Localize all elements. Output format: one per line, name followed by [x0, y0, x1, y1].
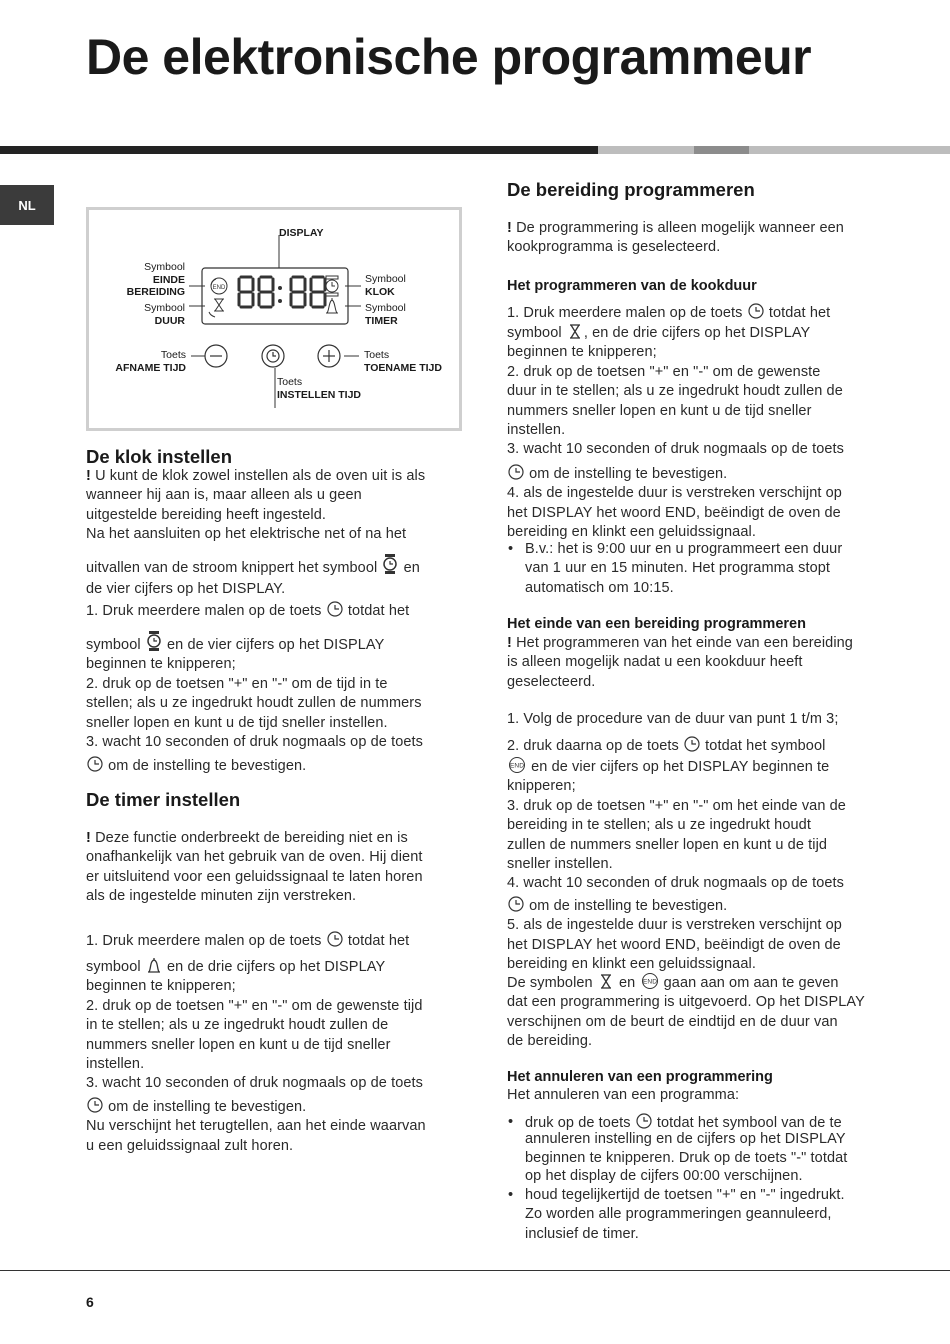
klok-step-1: 1. Druk meerdere malen op de toets totdat het — [86, 600, 466, 622]
set-key-icon — [507, 463, 525, 481]
end-symbol-icon — [640, 972, 660, 990]
bullet: • — [508, 1114, 514, 1130]
header-bar-light — [598, 146, 694, 154]
annuleren-bullet-1: druk op de toets totdat het symbool van de te — [525, 1112, 895, 1133]
clock-symbol-icon — [381, 553, 399, 575]
clock-symbol-icon — [145, 630, 163, 652]
symbolen-text: De symbolen en gaan aan om aan te geven dat een programmering is uitgevoerd. Op het DISPLAY verschijnen om de beurt de eindtijd en de duur van de bereiding. — [507, 972, 897, 1052]
page-number: 6 — [86, 1294, 94, 1310]
klok-step-1b: symbool en de vier cijfers op het DISPLAY beginnen te knipperen; 2. druk op de toetsen "+" en "-" om de tijd in te stellen; als u ze ingedrukt houdt zullen de nummers sneller lopen en kunt u de tijd sneller instellen. 3. wacht 10 seconden of druk nogmaals op de toets — [86, 630, 466, 752]
set-key-icon — [507, 895, 525, 913]
clock-symbol-label: Symbool KLOK — [365, 273, 406, 298]
end-symbol-label: Symbool EINDE BEREIDING — [126, 261, 185, 298]
set-key-icon — [86, 1096, 104, 1114]
colon-dot — [278, 299, 282, 303]
annuleren-bullet-1b: annuleren instelling en de cijfers op het DISPLAY beginnen te knipperen. Druk op de toets "-" totdat op het display de cijfers 00:00 verschijnen. — [525, 1131, 848, 1185]
set-key-icon — [326, 600, 344, 618]
display-digits — [239, 277, 325, 307]
einde-intro: ! Het programmeren van het einde van een bereiding is alleen mogelijk nadat u een kookduur heeft geselecteerd. — [507, 635, 853, 690]
set-key-icon — [86, 755, 104, 773]
set-key-icon — [635, 1112, 653, 1130]
bullet: • — [508, 1187, 514, 1203]
einde-step-1: 1. Volg de procedure van de duur van punt 1 t/m 3; — [507, 711, 839, 727]
kookduur-step-1: 1. Druk meerdere malen op de toets totdat het — [507, 302, 897, 323]
bullet: • — [508, 541, 514, 557]
timer-symbol-label: Symbool TIMER — [365, 302, 406, 327]
footer-rule — [0, 1270, 950, 1271]
timer-step-1: 1. Druk meerdere malen op de toets totdat het — [86, 930, 466, 951]
end-text: END — [212, 285, 226, 291]
language-tab: NL — [0, 185, 54, 225]
page-title: De elektronische programmeur — [86, 29, 812, 85]
example-text: B.v.: het is 9:00 uur en u programmeert een duur van 1 uur en 15 minuten. Het programma stopt automatisch om 10:15. — [525, 541, 843, 596]
hourglass-icon — [566, 323, 584, 340]
annuleren-intro: Het annuleren van een programma: — [507, 1087, 740, 1103]
klok-step-3b: om de instelling te bevestigen. — [86, 755, 466, 776]
header-bar-dark — [0, 146, 598, 154]
subheading-annuleren: Het annuleren van een programmering — [507, 1069, 773, 1085]
einde-step-4b: om de instelling te bevestigen. 5. als de ingestelde duur is verstreken verschijnt op het DISPLAY het woord END, beëindigt de oven de bereiding en klinkt een geluidssignaal. — [507, 895, 897, 975]
clock-symbol-icon — [326, 276, 338, 296]
set-time-button-icon — [262, 345, 284, 367]
section-heading-bereiding: De bereiding programmeren — [507, 179, 755, 200]
einde-steps: en de vier cijfers op het DISPLAY beginnen te knipperen; 3. druk op de toetsen "+" en "-" om het einde van de bereiding in te stellen; als u ze ingedrukt houdt zullen de nummers sneller lopen en kunt u de tijd sneller instellen. 4. wacht 10 seconden of druk nogmaals op de toets — [507, 756, 897, 894]
annuleren-bullet-2: houd tegelijkertijd de toetsen "+" en "-" ingedrukt. Zo worden alle programmeringen geannuleerd, inclusief de timer. — [525, 1187, 845, 1242]
end-symbol-icon — [507, 756, 527, 774]
hourglass-icon — [209, 299, 224, 317]
colon-dot — [278, 286, 282, 290]
subheading-einde: Het einde van een bereiding programmeren — [507, 616, 806, 632]
klok-text-2: uitvallen van de stroom knippert het symbool en de vier cijfers op het DISPLAY. — [86, 553, 466, 600]
bell-symbol-icon — [145, 956, 163, 974]
plus-key-label: Toets TOENAME TIJD — [364, 349, 442, 374]
bereiding-intro: ! De programmering is alleen mogelijk wanneer een kookprogramma is geselecteerd. — [507, 220, 844, 256]
set-key-label: Toets INSTELLEN TIJD — [277, 376, 362, 401]
set-key-icon — [747, 302, 765, 320]
hourglass-icon — [597, 973, 615, 990]
timer-step-1b: symbool en de drie cijfers op het DISPLAY beginnen te knipperen; 2. druk op de toetsen "+" en "-" om de gewenste tijd in te stellen; als u ze ingedrukt houdt zullen de nummers sneller lopen en kunt u de tijd sneller instellen. 3. wacht 10 seconden of druk nogmaals op de toets — [86, 956, 466, 1094]
programmer-diagram — [86, 207, 462, 431]
section-heading-klok: De klok instellen — [86, 446, 232, 467]
header-bar-light — [749, 146, 950, 154]
einde-step-2: 2. druk daarna op de toets totdat het symbool — [507, 735, 897, 756]
display-label: DISPLAY — [279, 227, 324, 239]
kookduur-step-3b: om de instelling te bevestigen. 4. als de ingestelde duur is verstreken verschijnt op het DISPLAY het woord END, beëindigt de oven de bereiding en klinkt een geluidssignaal. — [507, 463, 897, 543]
section-heading-timer: De timer instellen — [86, 789, 241, 810]
minus-button-icon — [205, 345, 227, 367]
duration-symbol-label: Symbool DUUR — [144, 302, 185, 327]
timer-intro: ! Deze functie onderbreekt de bereiding niet en is onafhankelijk van het gebruik van de oven. Hij dient er uitsluitend voor een geluidssignaal te laten horen als de ingestelde minuten zijn verstreken. — [86, 830, 423, 905]
timer-step-3b: om de instelling te bevestigen. Nu verschijnt het terugtellen, aan het einde waarvan u een geluidssignaal zult horen. — [86, 1096, 466, 1156]
set-key-icon — [683, 735, 701, 753]
klok-text: ! U kunt de klok zowel instellen als de oven uit is als wanneer hij aan is, maar alleen als u geen uitgestelde bereiding heeft ingesteld. Na het aansluiten op het elektrische net of na het — [86, 468, 426, 543]
subheading-kookduur: Het programmeren van de kookduur — [507, 278, 757, 294]
minus-key-label: Toets AFNAME TIJD — [115, 349, 186, 374]
set-key-icon — [326, 930, 344, 948]
kookduur-steps: symbool , en de drie cijfers op het DISPLAY beginnen te knipperen; 2. druk op de toetsen "+" en "-" om de gewenste duur in te stellen; als u ze ingedrukt houdt zullen de nummers sneller lopen en kunt u de tijd sneller instellen. 3. wacht 10 seconden of druk nogmaals op de toets — [507, 325, 845, 458]
plus-button-icon — [318, 345, 340, 367]
header-bar-mid — [694, 146, 749, 154]
bell-symbol-icon — [326, 298, 338, 313]
